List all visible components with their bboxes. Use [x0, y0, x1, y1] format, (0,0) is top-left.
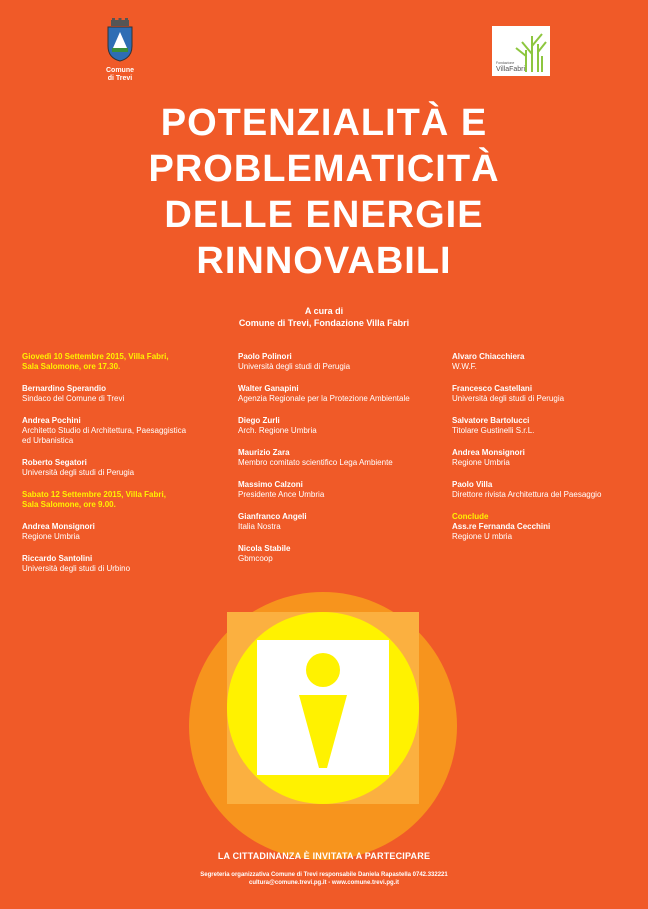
speaker [238, 512, 438, 532]
invitation-text: LA CITTADINANZA È INVITATA A PARTECIPARE [217, 851, 431, 861]
speaker-conclude [452, 512, 642, 542]
speaker-role: Presidente Ance Umbria [238, 490, 325, 499]
title-line-2: PROBLEMATICITÀ [148, 148, 500, 190]
title-line-4: RINNOVABILI [196, 240, 452, 282]
speaker-role: Architetto Studio di Architettura, Paesaggistica [22, 426, 187, 435]
speaker-name: Andrea Monsignori [452, 448, 525, 457]
speaker [22, 458, 212, 478]
speaker-name: Paolo Villa [452, 480, 493, 489]
curated-by [0, 305, 648, 329]
speaker-role: Regione U mbria [452, 532, 513, 541]
date-line: Sala Salomone, ore 17.30. [22, 362, 121, 371]
date-block-2 [22, 490, 212, 510]
person-head [306, 653, 340, 687]
speakers-column-2 [238, 352, 438, 576]
logo-caption-line2: di Trevi [107, 75, 133, 82]
logo-caption-line1: Comune [106, 67, 134, 74]
speaker-role: W.W.F. [452, 362, 477, 371]
speaker [22, 554, 212, 574]
conclude-label: Conclude [452, 512, 489, 521]
speaker-role: Università degli studi di Perugia [22, 468, 135, 477]
info-person-icon [189, 592, 457, 860]
speaker-role: Università degli studi di Perugia [238, 362, 351, 371]
speaker-role: Gbmcoop [238, 554, 273, 563]
logo-text: VillaFabri [496, 66, 526, 73]
speaker-name: Alvaro Chiacchiera [452, 352, 525, 361]
speaker-name: Diego Zurli [238, 416, 280, 425]
speaker [238, 448, 438, 468]
speaker-name: Francesco Castellani [452, 384, 533, 393]
date-line: Sabato 12 Settembre 2015, Villa Fabri, [22, 490, 166, 499]
speaker [22, 522, 212, 542]
curated-organizers: Comune di Trevi, Fondazione Villa Fabri [238, 318, 410, 328]
speaker-name: Ass.re Fernanda Cecchini [452, 522, 551, 531]
speaker-name: Maurizio Zara [238, 448, 290, 457]
speaker-name: Riccardo Santolini [22, 554, 93, 563]
speaker [452, 384, 642, 404]
secretariat-line: Segreteria organizzativa Comune di Trevi responsabile Daniela Rapastella 0742.332221 [200, 872, 448, 878]
page-title [0, 100, 648, 284]
speaker [452, 480, 642, 500]
date-line: Giovedì 10 Settembre 2015, Villa Fabri, [22, 352, 169, 361]
speaker-role: Agenzia Regionale per la Protezione Ambientale [238, 394, 410, 403]
speaker [238, 384, 438, 404]
speaker [22, 384, 212, 404]
speaker-role: Direttore rivista Architettura del Paesaggio [452, 490, 602, 499]
speaker-role: Sindaco del Comune di Trevi [22, 394, 125, 403]
speaker [452, 448, 642, 468]
date-line: Sala Salomone, ore 9.00. [22, 500, 116, 509]
speaker-role: Membro comitato scientifico Lega Ambiente [238, 458, 393, 467]
villa-fabri-logo [492, 26, 550, 76]
curated-label: A cura di [304, 306, 344, 316]
speaker-name: Bernardino Sperandio [22, 384, 107, 393]
speaker [238, 544, 438, 564]
speaker-role: ed Urbanistica [22, 436, 74, 445]
crest-icon [102, 18, 138, 62]
speaker [452, 352, 642, 372]
speaker [238, 352, 438, 372]
speaker-role: Università degli studi di Urbino [22, 564, 131, 573]
title-line-3: DELLE ENERGIE [164, 194, 484, 236]
speaker-name: Gianfranco Angeli [238, 512, 307, 521]
comune-di-trevi-logo [98, 18, 142, 83]
speaker-name: Salvatore Bartolucci [452, 416, 530, 425]
speaker-role: Regione Umbria [452, 458, 510, 467]
speaker-name: Walter Ganapini [238, 384, 299, 393]
tree-icon [492, 26, 550, 76]
speaker-role: Arch. Regione Umbria [238, 426, 317, 435]
speaker-name: Paolo Polinori [238, 352, 292, 361]
speaker-name: Nicola Stabile [238, 544, 291, 553]
speaker-role: Regione Umbria [22, 532, 80, 541]
title-line-1: POTENZIALITÀ E [160, 102, 488, 144]
speaker-name: Andrea Pochini [22, 416, 81, 425]
logo-small-text: Fondazione [496, 61, 515, 65]
speaker-name: Roberto Segatori [22, 458, 87, 467]
speaker [238, 416, 438, 436]
speaker-role: Titolare Gustinelli S.r.L. [452, 426, 535, 435]
speaker-role: Università degli studi di Perugia [452, 394, 565, 403]
contact-info [0, 871, 648, 887]
speakers-column-1 [22, 352, 212, 586]
speaker-role: Italia Nostra [238, 522, 281, 531]
speaker [238, 480, 438, 500]
speaker [22, 416, 212, 446]
date-block-1 [22, 352, 212, 372]
contacts-line: cultura@comune.trevi.pg.it - www.comune.trevi.pg.it [249, 880, 399, 886]
speakers-column-3 [452, 352, 642, 554]
speaker [452, 416, 642, 436]
speaker-name: Massimo Calzoni [238, 480, 303, 489]
speaker-name: Andrea Monsignori [22, 522, 95, 531]
